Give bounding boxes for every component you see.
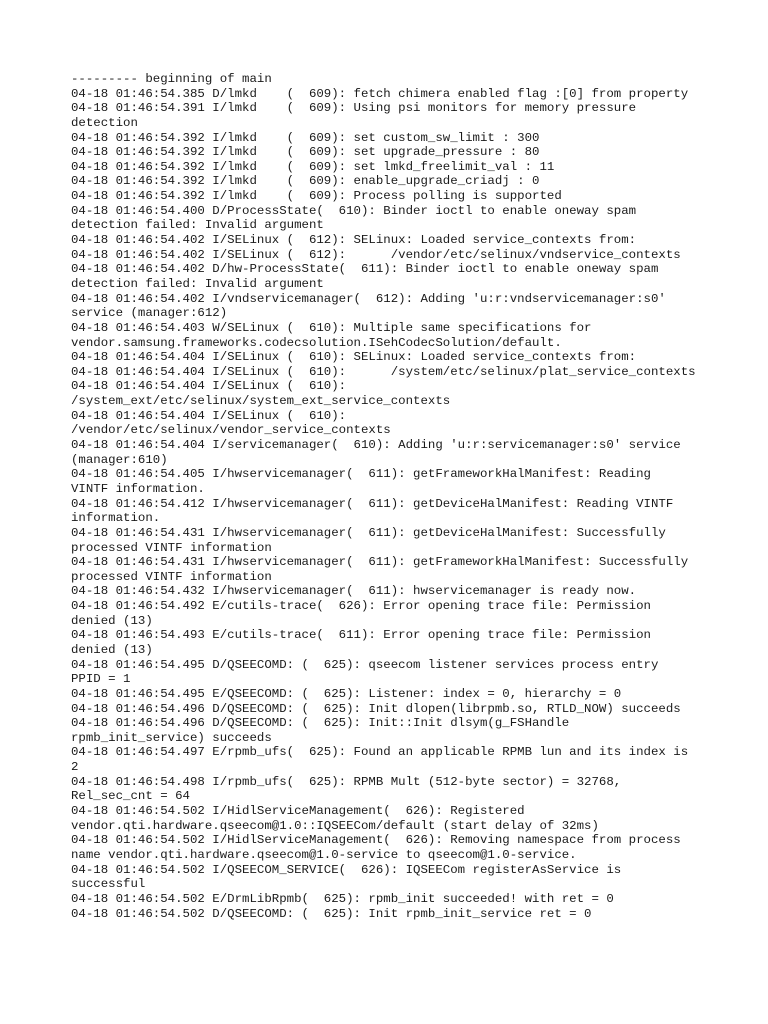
log-line: 04-18 01:46:54.391 I/lmkd ( 609): Using psi monitors for memory pressure — [71, 101, 637, 116]
log-line: (manager:610) — [71, 452, 168, 467]
log-line: vendor.qti.hardware.qseecom@1.0::IQSEECom/default (start delay of 32ms) — [71, 818, 599, 833]
log-line: 04-18 01:46:54.402 I/SELinux ( 612): SELinux: Loaded service_contexts from: — [71, 233, 637, 248]
log-line: 04-18 01:46:54.495 D/QSEECOMD: ( 625): qseecom listener services process entry — [71, 657, 659, 672]
log-line: successful — [71, 877, 146, 892]
log-line: 04-18 01:46:54.431 I/hwservicemanager( 611): getDeviceHalManifest: Successfully — [71, 525, 666, 540]
log-line: information. — [71, 511, 161, 526]
log-line: 04-18 01:46:54.497 E/rpmb_ufs( 625): Found an applicable RPMB lun and its index is — [71, 745, 689, 760]
log-line: processed VINTF information — [71, 569, 272, 584]
log-line: /system_ext/etc/selinux/system_ext_service_contexts — [71, 394, 451, 409]
log-line: 04-18 01:46:54.496 D/QSEECOMD: ( 625): Init dlopen(librpmb.so, RTLD_NOW) succeeds — [71, 701, 681, 716]
log-line: 04-18 01:46:54.392 I/lmkd ( 609): Process polling is supported — [71, 189, 562, 204]
log-line: 04-18 01:46:54.493 E/cutils-trace( 611): Error opening trace file: Permission — [71, 628, 651, 643]
log-line: denied (13) — [71, 613, 153, 628]
log-line: processed VINTF information — [71, 540, 272, 555]
log-line: 04-18 01:46:54.404 I/SELinux ( 610): /system/etc/selinux/plat_service_contexts — [71, 364, 696, 379]
log-line: 04-18 01:46:54.502 I/HidlServiceManagement( 626): Registered — [71, 804, 525, 819]
log-line: denied (13) — [71, 642, 153, 657]
log-line: rpmb_init_service) succeeds — [71, 730, 272, 745]
log-line: 04-18 01:46:54.498 I/rpmb_ufs( 625): RPMB Mult (512-byte sector) = 32768, — [71, 774, 622, 789]
log-line: 04-18 01:46:54.404 I/servicemanager( 610): Adding 'u:r:servicemanager:s0' service — [71, 438, 681, 453]
logcat-text — [71, 72, 711, 921]
log-line: detection — [71, 115, 138, 130]
log-line: 04-18 01:46:54.404 I/SELinux ( 610): — [71, 379, 347, 394]
log-line: /vendor/etc/selinux/vendor_service_contexts — [71, 423, 391, 438]
log-line: 04-18 01:46:54.495 E/QSEECOMD: ( 625): Listener: index = 0, hierarchy = 0 — [71, 686, 622, 701]
log-line: detection failed: Invalid argument — [71, 276, 324, 291]
log-line: 04-18 01:46:54.385 D/lmkd ( 609): fetch chimera enabled flag :[0] from property — [71, 86, 689, 101]
log-line: 04-18 01:46:54.502 D/QSEECOMD: ( 625): Init rpmb_init_service ret = 0 — [71, 906, 592, 921]
log-line: vendor.samsung.frameworks.codecsolution.ISehCodecSolution/default. — [71, 335, 562, 350]
log-line: 04-18 01:46:54.502 E/DrmLibRpmb( 625): rpmb_init succeeded! with ret = 0 — [71, 891, 614, 906]
log-line: name vendor.qti.hardware.qseecom@1.0-service to qseecom@1.0-service. — [71, 847, 577, 862]
log-line: 04-18 01:46:54.405 I/hwservicemanager( 611): getFrameworkHalManifest: Reading — [71, 467, 651, 482]
log-line: --------- beginning of main — [71, 72, 272, 86]
log-line: 04-18 01:46:54.432 I/hwservicemanager( 611): hwservicemanager is ready now. — [71, 584, 637, 599]
log-line: detection failed: Invalid argument — [71, 218, 324, 233]
log-line: 04-18 01:46:54.402 I/SELinux ( 612): /vendor/etc/selinux/vndservice_contexts — [71, 247, 681, 262]
log-line: 04-18 01:46:54.402 D/hw-ProcessState( 611): Binder ioctl to enable oneway spam — [71, 262, 659, 277]
log-line: 04-18 01:46:54.392 I/lmkd ( 609): set upgrade_pressure : 80 — [71, 145, 540, 160]
log-line: 04-18 01:46:54.492 E/cutils-trace( 626): Error opening trace file: Permission — [71, 599, 651, 614]
log-line: VINTF information. — [71, 481, 205, 496]
log-line: 2 — [71, 760, 79, 775]
log-line: 04-18 01:46:54.392 I/lmkd ( 609): set lmkd_freelimit_val : 11 — [71, 159, 555, 174]
log-line: 04-18 01:46:54.496 D/QSEECOMD: ( 625): Init::Init dlsym(g_FSHandle — [71, 716, 570, 731]
log-line: 04-18 01:46:54.392 I/lmkd ( 609): enable_upgrade_criadj : 0 — [71, 174, 540, 189]
log-line: 04-18 01:46:54.402 I/vndservicemanager( 612): Adding 'u:r:vndservicemanager:s0' — [71, 291, 666, 306]
log-line: PPID = 1 — [71, 672, 131, 687]
log-line: 04-18 01:46:54.412 I/hwservicemanager( 611): getDeviceHalManifest: Reading VINTF — [71, 496, 674, 511]
log-line: 04-18 01:46:54.502 I/HidlServiceManagement( 626): Removing namespace from process — [71, 833, 681, 848]
log-line: 04-18 01:46:54.404 I/SELinux ( 610): — [71, 408, 347, 423]
log-line: service (manager:612) — [71, 306, 228, 321]
log-line: Rel_sec_cnt = 64 — [71, 789, 190, 804]
log-line: 04-18 01:46:54.403 W/SELinux ( 610): Multiple same specifications for — [71, 320, 592, 335]
log-line: 04-18 01:46:54.431 I/hwservicemanager( 611): getFrameworkHalManifest: Successfully — [71, 555, 689, 570]
log-line: 04-18 01:46:54.392 I/lmkd ( 609): set custom_sw_limit : 300 — [71, 130, 540, 145]
log-line: 04-18 01:46:54.404 I/SELinux ( 610): SELinux: Loaded service_contexts from: — [71, 350, 637, 365]
log-line: 04-18 01:46:54.400 D/ProcessState( 610): Binder ioctl to enable oneway spam — [71, 203, 637, 218]
log-line: 04-18 01:46:54.502 I/QSEECOM_SERVICE( 626): IQSEECom registerAsService is — [71, 862, 622, 877]
